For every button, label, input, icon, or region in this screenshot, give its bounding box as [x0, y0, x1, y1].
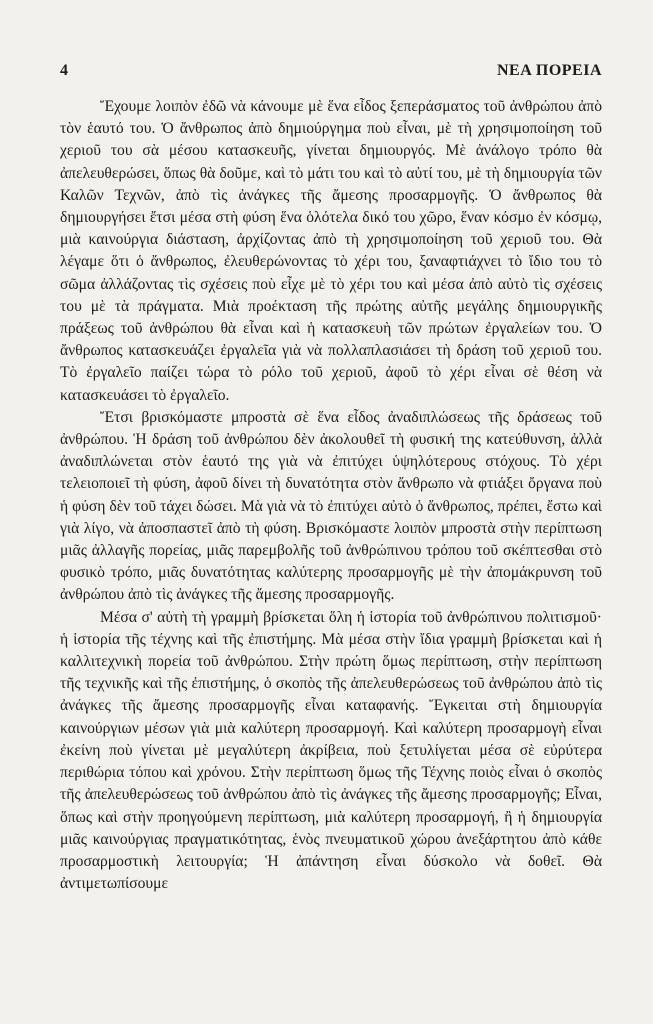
article-body	[60, 96, 602, 895]
page-number: 4	[60, 62, 69, 79]
paragraph-3: Μέσα σ' αὐτὴ τὴ γραμμὴ βρίσκεται ὅλη ἡ ἱστορία τοῦ ἀνθρώπινου πολιτισμοῦ· ἡ ἱστορία τῆς τέχνης καὶ τῆς ἐπιστήμης. Μὰ μέσα στὴν ἴδια γραμμὴ βρίσκεται καὶ ἡ καλλιτεχνικὴ πορεία τοῦ ἀνθρώπου. Στὴν πρώτη ὅμως περίπτωση, στὴν περίπτωση τῆς τεχνικῆς καὶ τῆς ἐπιστήμης, ὁ σκοπὸς τῆς ἀπελευθερώσεως τοῦ ἀνθρώπου ἀπὸ τὶς ἀνάγκες τῆς ἄμεσης προσαρμογῆς εἶναι καταφανής. Ἔγκειται στὴ δημιουργία καινούργιων μέσων γιὰ μιὰ καλύτερη προσαρμογή. Καὶ καλύτερη προσαρμογὴ εἶναι ἐκείνη ποὺ γίνεται μὲ μεγαλύτερη ἀκρίβεια, ποὺ ξετυλίγεται μέσα σὲ εὐρύτερα περιθώρια τόπου καὶ χρόνου. Στὴν περίπτωση ὅμως τῆς Τέχνης ποιὸς εἶναι ὁ σκοπὸς τῆς ἀπελευθερώσεως τοῦ ἀνθρώπου ἀπὸ τὶς ἀνάγκες τῆς ἄμεσης προσαρμογῆς; Εἶναι, ὅπως καὶ στὴν προηγούμενη περίπτωση, μιὰ καλύτερη προσαρμογή, ἢ ἡ δημιουργία μιᾶς καινούργιας πραγματικότητας, ἑνὸς πνευματικοῦ χώρου ἀνεξάρτητου ἀπὸ κάθε προσαρμοστικὴ λειτουργία; Ἡ ἀπάντηση εἶναι δύσκολο νὰ δοθεῖ. Θὰ ἀντιμετωπίσουμε	[60, 608, 602, 893]
paragraph-2: Ἔτσι βρισκόμαστε μπροστὰ σὲ ἕνα εἶδος ἀναδιπλώσεως τῆς δράσεως τοῦ ἀνθρώπου. Ἡ δράση τοῦ ἀνθρώπου δὲν ἀκολουθεῖ τὴ φυσική της κατεύθυνση, ἀλλὰ ἀναδιπλώνεται στὸν ἑαυτό της γιὰ νὰ ἐπιτύχει ὑψηλότερους στόχους. Τὸ χέρι τελειοποιεῖ τὴ φύση, ἀφοῦ δίνει τὴ δυνατότητα στὸν ἄνθρωπο νὰ φτιάξει ὄργανα ποὺ ἡ φύση δὲν τοῦ τάχει δώσει. Μὰ γιὰ νὰ τὸ ἐπιτύχει αὐτὸ ὁ ἄνθρωπος, πρέπει, ἔστω καὶ γιὰ λίγο, νὰ ἀποσπαστεῖ ἀπὸ τὴ φύση. Βρισκόμαστε λοιπὸν μπροστὰ στὴν περίπτωση μιᾶς ἀλλαγῆς πορείας, μιᾶς παρεμβολῆς τοῦ ἀνθρώπινου τρόπου τοῦ σκέπτεσθαι στὸ φυσικὸ τρόπο, μιᾶς δυνατότητας καλύτερης προσαρμογῆς μὲ τὴν ἀπομάκρυνση τοῦ ἀνθρώπου ἀπὸ τὶς ἀνάγκες τῆς ἄμεσης προσαρμογῆς.	[60, 408, 602, 604]
paragraph-1: Ἔχουμε λοιπὸν ἐδῶ νὰ κάνουμε μὲ ἕνα εἶδος ξεπεράσματος τοῦ ἀνθρώπου ἀπὸ τὸν ἑαυτό του. Ὁ ἄνθρωπος ἀπὸ δημιούργημα ποὺ εἶναι, μὲ τὴ χρησιμοποίηση τοῦ χεριοῦ του σὰ μέσου κατασκευῆς, γίνεται δημιουργός. Μὲ ἀνάλογο τρόπο θὰ ἀπελευθερώσει, ὅπως θὰ δοῦμε, καὶ τὸ μάτι του καὶ τὸ αὐτί του, μὲ τὴ δημιουργία τῶν Καλῶν Τεχνῶν, ἀπὸ τὶς ἀνάγκες τῆς ἄμεσης προσαρμογῆς. Ὁ ἄνθρωπος θὰ δημιουργήσει ἔτσι μέσα στὴ φύση ἕνα ὁλότελα δικό του χῶρο, ἕναν κόσμο ἐν κόσμῳ, μιὰ καινούργια διάσταση, ἀρχίζοντας ἀπὸ τὴ χρησιμοποίηση τοῦ χεριοῦ του. Θὰ λέγαμε ὅτι ὁ ἄνθρωπος, ἐλευθερώνοντας τὸ χέρι του, ξαναφτιάχνει τὸ ἴδιο του τὸ σῶμα ἀλλάζοντας τὶς σχέσεις ποὺ εἶχε μὲ τὸ χέρι του καὶ μέσα ἀπὸ αὐτὸ τὶς σχέσεις του μὲ τὰ πράγματα. Μιὰ προέκταση τῆς πρώτης αὐτῆς μεγάλης δημιουργικῆς πράξεως τοῦ ἀνθρώπου θὰ εἶναι καὶ ἡ κατασκευὴ τῶν πρώτων ἐργαλείων του. Ὁ ἄνθρωπος κατασκευάζει ἐργαλεῖα γιὰ νὰ πολλαπλασιάσει τὴ δράση τοῦ χεριοῦ του. Τὸ ἐργαλεῖο παίζει τώρα τὸ ρόλο τοῦ χεριοῦ, ἀφοῦ τὸ χέρι εἶναι σὲ θέση νὰ κατασκευάσει τὸ ἐργαλεῖο.	[60, 98, 602, 404]
page	[60, 62, 602, 895]
journal-title: ΝΕΑ ΠΟΡΕΙΑ	[496, 62, 602, 79]
running-header	[60, 62, 602, 80]
